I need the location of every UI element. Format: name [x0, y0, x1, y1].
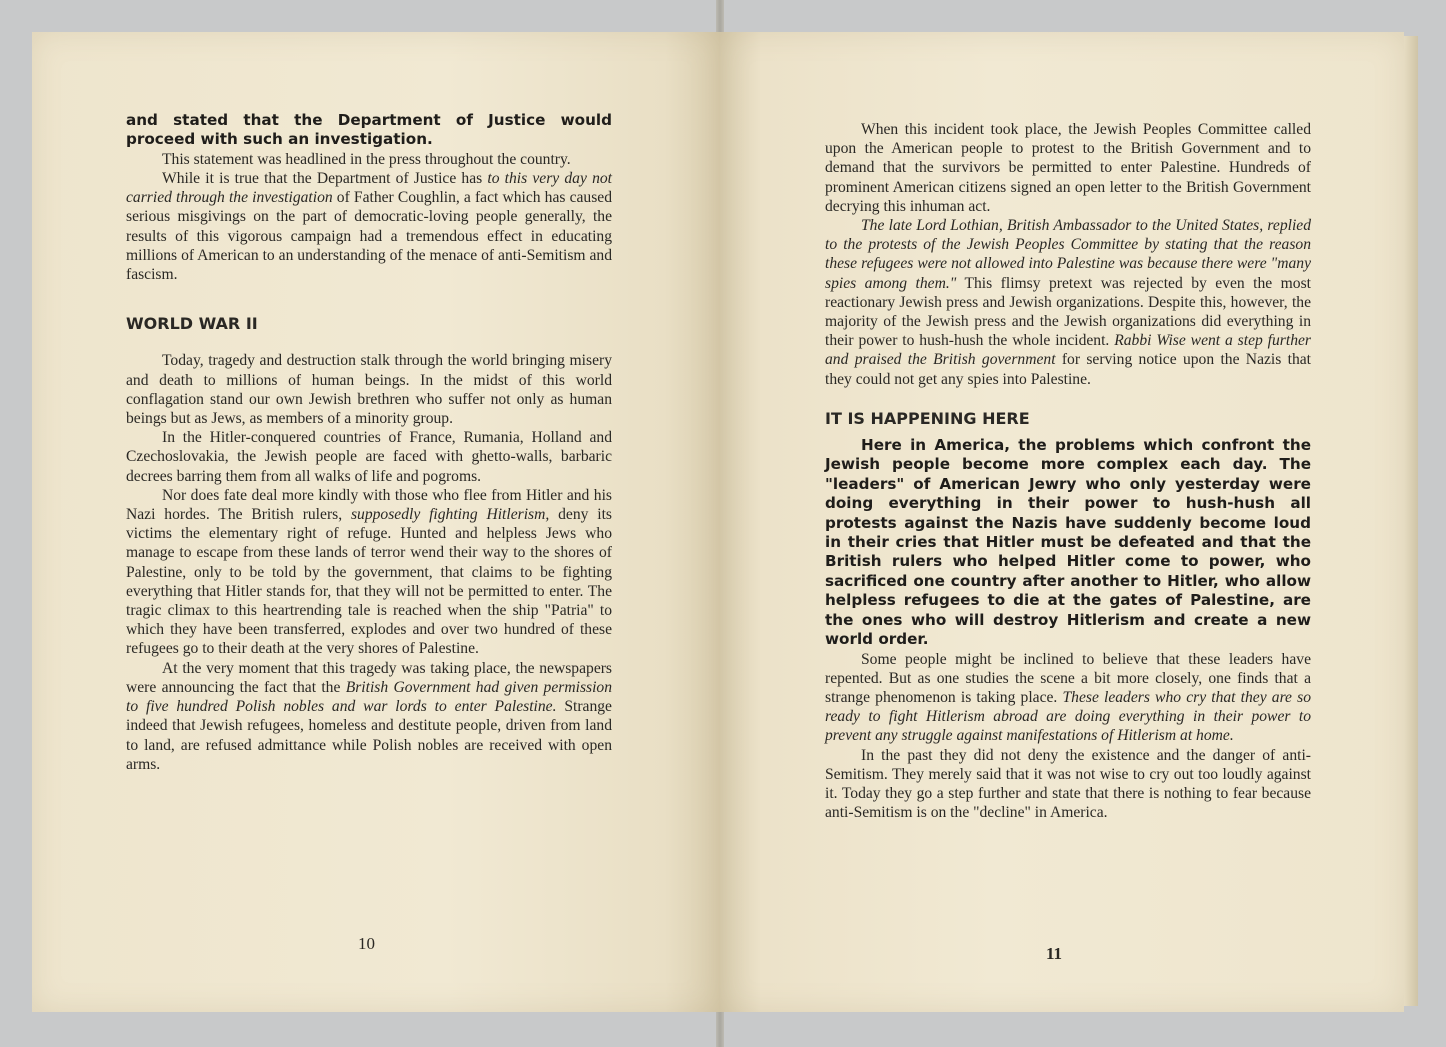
left-paragraph-6: Nor does fate deal more kindly with those who flee from Hitler and his Nazi hordes. The British rulers, supposedly fighting Hitlerism, deny its victims the elementary right of refuge. Hunted and helpless Jews who manage to escape from these lands of terror wend their way to the shores of Palestine, only to be told by the government, that claims to be fighting everything that Hitler stands for, that they will not be permitted to enter. The tragic climax to this heartrending tale is reached when the ship "Patria" to which they have been transferred, explodes and over two hundred of these refugees go to their death at the very shores of Palestine.: [126, 486, 612, 658]
left-paragraph-3: While it is true that the Department of Justice has to this very day not carried through the investigation of Father Coughlin, a fact which has caused serious misgivings on the part of democratic-loving people generally, the results of this vigorous campaign had a tremendous effect in educating millions of American to an understanding of the menace of anti-Semitism and fascism.: [126, 170, 612, 284]
right-paragraph-5: In the past they did not deny the existence and the danger of anti-Semitism. They merely said that it was not wise to cry out too loudly against it. Today they go a step further and state that there is nothing to fear because anti-Semitism is on the "decline" in America.: [825, 746, 1311, 822]
right-paragraph-4: Some people might be inclined to believe that these leaders have repented. But as one studies the scene a bit more closely, one finds that a strange phenomenon is taking place. These leaders who cry that they are so ready to fight Hitlerism abroad are doing everything in their power to prevent any struggle against manifestations of Hitlerism at home.: [825, 650, 1311, 745]
right-page: [720, 32, 1404, 1012]
left-paragraph-2: This statement was headlined in the press throughout the country.: [162, 150, 571, 168]
section-heading-world-war-ii: WORLD WAR II: [126, 314, 258, 334]
section-heading-it-is-happening-here: IT IS HAPPENING HERE: [825, 408, 1030, 428]
right-page-text: [825, 120, 1311, 822]
left-paragraph-5: In the Hitler-conquered countries of France, Rumania, Holland and Czechoslovakia, the Jewish people are faced with ghetto-walls, barbaric decrees barring them from all walks of life and pogroms.: [126, 429, 612, 485]
left-paragraph-4: Today, tragedy and destruction stalk through the world bringing misery and death to millions of human beings. In the midst of this world conflagation stand our own Jewish brethren who suffer not only as human beings but as Jews, as members of a minority group.: [126, 352, 612, 428]
page-number-right: 11: [1046, 944, 1063, 963]
left-page: [32, 32, 720, 1012]
left-paragraph-1: and stated that the Department of Justice would proceed with such an investigation.: [126, 111, 612, 149]
right-paragraph-2: The late Lord Lothian, British Ambassador to the United States, replied to the protests of the Jewish Peoples Committee by stating that the reason these refugees were not allowed into Palestine was because there were "many spies among them." This flimsy pretext was rejected by even the most reactionary Jewish press and Jewish organizations. Despite this, however, the majority of the Jewish press and the Jewish organizations did everything in their power to hush-hush the whole incident. Rabbi Wise went a step further and praised the British government for serving notice upon the Nazis that they could not get any spies into Palestine.: [825, 217, 1311, 388]
page-number-left: 10: [358, 934, 375, 953]
page-edge: [1404, 36, 1418, 1006]
left-paragraph-7: At the very moment that this tragedy was taking place, the newspapers were announcing the fact that the British Government had given permission to five hundred Polish nobles and war lords to enter Palestine. Strange indeed that Jewish refugees, homeless and destitute people, driven from land to land, are refused admittance while Polish nobles are received with open arms.: [126, 659, 613, 773]
right-paragraph-1: When this incident took place, the Jewish Peoples Committee called upon the American people to protest to the British Government and to demand that the survivors be permitted to enter Palestine. Hundreds of prominent American citizens signed an open letter to the British Government decrying this inhuman act.: [825, 121, 1311, 215]
right-paragraph-3: Here in America, the problems which confront the Jewish people become more complex each day. The "leaders" of American Jewry who only yesterday were doing everything in their power to hush-hush all protests against the Nazis have suddenly become loud in their cries that Hitler must be defeated and that the British rulers who helped Hitler come to power, who sacrificed one country after another to Hitler, who allow helpless refugees to die at the gates of Palestine, are the ones who will destroy Hitlerism and create a new world order.: [825, 436, 1311, 649]
left-page-text: [126, 111, 612, 774]
